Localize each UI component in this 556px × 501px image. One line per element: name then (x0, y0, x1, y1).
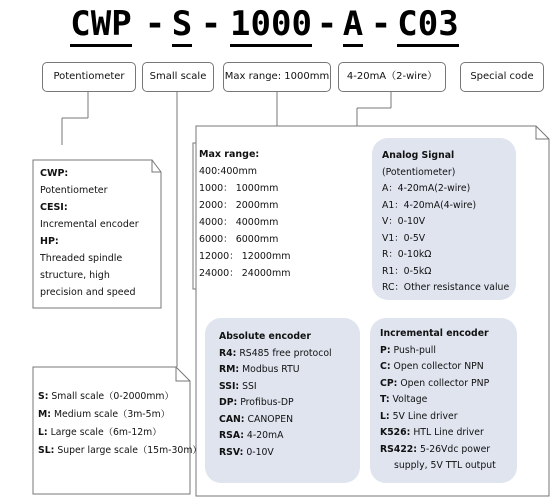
analog-key: A： (382, 183, 398, 194)
incremental-key: P: (380, 344, 391, 356)
incremental-key: T: (380, 394, 390, 405)
types-list (40, 165, 139, 301)
incremental-key: C: (380, 361, 391, 372)
scale-key: L: (38, 427, 48, 438)
absolute-key: SSI: (219, 380, 240, 392)
incremental-item (380, 376, 496, 393)
incremental-text: 5V Line driver (392, 410, 458, 422)
analog-item (382, 198, 509, 215)
analog-text: 0-10kΩ (397, 249, 432, 260)
range-item: 4000： 4000mm (199, 217, 279, 228)
absolute-item (219, 445, 332, 462)
code-part-5-text: C03 (397, 4, 458, 47)
code-part-3 (228, 0, 314, 48)
range-item: 2000： 2000mm (199, 200, 279, 211)
analog-key: RC： (382, 282, 404, 293)
analog-item (382, 214, 509, 231)
incremental-item-extra: supply, 5V TTL output (394, 460, 496, 471)
analog-text: 0-10V (397, 216, 426, 227)
incremental-item (380, 343, 496, 360)
absolute-text: RS485 free protocol (239, 347, 332, 359)
type-text: Threaded spindle (40, 253, 123, 264)
scale-text: Super large scale（15m-30m） (57, 445, 202, 456)
type-key: CWP: (40, 168, 69, 179)
scale-label: Small scale (142, 62, 214, 92)
incremental-text: Voltage (392, 394, 428, 405)
type-key: HP: (40, 236, 59, 247)
incremental-list (380, 326, 496, 475)
analog-key: R1： (382, 265, 404, 277)
code-part-1 (64, 0, 138, 48)
code-part-1-text: CWP (70, 4, 131, 47)
scale-item (38, 388, 202, 406)
absolute-item (219, 428, 332, 445)
analog-key: A1： (382, 199, 404, 211)
incremental-text: Push-pull (393, 344, 436, 356)
analog-list (382, 148, 509, 297)
range-list (199, 146, 290, 282)
analog-text: 4-20mA(2-wire) (397, 183, 471, 194)
absolute-key: DP: (219, 397, 238, 408)
code-sep-2: - (200, 4, 222, 44)
incremental-text: 5-26Vdc power (419, 443, 491, 455)
absolute-item (219, 346, 332, 363)
code-part-2 (168, 0, 196, 48)
scale-text: Medium scale（3m-5m） (53, 409, 170, 420)
incremental-key: K526: (380, 427, 411, 438)
scale-item (38, 406, 202, 424)
range-item: 12000： 12000mm (199, 251, 291, 262)
analog-text: Other resistance value (403, 282, 510, 293)
absolute-text: 4-20mA (246, 430, 284, 441)
incremental-item (380, 425, 496, 442)
analog-item (382, 264, 509, 281)
scale-key: M: (38, 409, 51, 420)
incremental-text: Open collector NPN (393, 361, 484, 372)
absolute-list (219, 329, 332, 461)
code-sep-3: - (316, 4, 338, 44)
range-item: 6000： 6000mm (199, 234, 279, 245)
code-part-4 (339, 0, 367, 48)
analog-item (382, 247, 509, 264)
scale-item (38, 424, 202, 442)
analog-key: V： (382, 216, 398, 227)
absolute-key: RM: (219, 364, 240, 375)
analog-key: R： (382, 249, 398, 260)
code-sep-1: - (144, 4, 166, 44)
code-part-5 (395, 0, 461, 48)
signal-label: 4-20mA（2-wire） (338, 62, 446, 92)
absolute-item (219, 362, 332, 379)
code-part-3-text: 1000 (230, 4, 312, 47)
incremental-item (380, 409, 496, 426)
range-item: 400:400mm (199, 166, 257, 177)
absolute-key: CAN: (219, 413, 245, 425)
absolute-text: CANOPEN (247, 413, 294, 425)
range-title: Max range: (199, 149, 260, 160)
special-code-label: Special code (460, 62, 544, 92)
type-text: precision and speed (40, 287, 136, 298)
absolute-key: RSV: (219, 446, 244, 458)
incremental-title: Incremental encoder (380, 328, 489, 339)
absolute-key: R4: (219, 347, 237, 359)
incremental-key: L: (380, 410, 390, 422)
type-text: structure, high (40, 270, 110, 281)
absolute-item (219, 379, 332, 396)
range-label: Max range: 1000mm (223, 62, 331, 92)
incremental-item (380, 359, 496, 376)
scale-key: SL: (38, 445, 55, 456)
analog-title: Analog Signal (382, 150, 455, 161)
incremental-key: CP: (380, 377, 398, 389)
analog-text: 4-20mA(4-wire) (403, 199, 477, 211)
incremental-item (380, 392, 496, 409)
absolute-item (219, 412, 332, 429)
range-item: 24000： 24000mm (199, 268, 291, 279)
scale-key: S: (38, 391, 49, 402)
code-part-4-text: A (343, 4, 363, 47)
code-sep-4: - (370, 4, 392, 44)
code-part-2-text: S (172, 4, 192, 47)
absolute-key: RSA: (219, 430, 244, 441)
analog-key: V1： (382, 232, 404, 244)
absolute-text: SSI (242, 380, 257, 392)
type-text: Potentiometer (40, 185, 108, 196)
potentiometer-label: Potentiometer (42, 62, 136, 92)
type-text: Incremental encoder (40, 219, 139, 230)
absolute-text: Profibus-DP (240, 397, 294, 408)
analog-text: 0-5kΩ (403, 265, 432, 277)
range-item: 1000： 1000mm (199, 183, 279, 194)
incremental-text: HTL Line driver (413, 427, 484, 438)
type-key: CESI: (40, 202, 68, 213)
analog-text: 0-5V (403, 232, 426, 244)
analog-item (382, 181, 509, 198)
scale-text: Small scale（0-2000mm） (51, 391, 174, 402)
absolute-title: Absolute encoder (219, 331, 311, 342)
incremental-text: Open collector PNP (400, 377, 490, 389)
analog-item (382, 280, 509, 297)
absolute-text: 0-10V (246, 446, 274, 458)
analog-item (382, 231, 509, 248)
incremental-item (380, 442, 496, 459)
scale-text: Large scale（6m-12m） (50, 427, 162, 438)
absolute-text: Modbus RTU (242, 364, 300, 375)
incremental-key: RS422: (380, 443, 417, 455)
absolute-item (219, 395, 332, 412)
scale-item (38, 442, 202, 460)
analog-subtitle: (Potentiometer) (382, 166, 456, 178)
scales-list (38, 388, 202, 460)
